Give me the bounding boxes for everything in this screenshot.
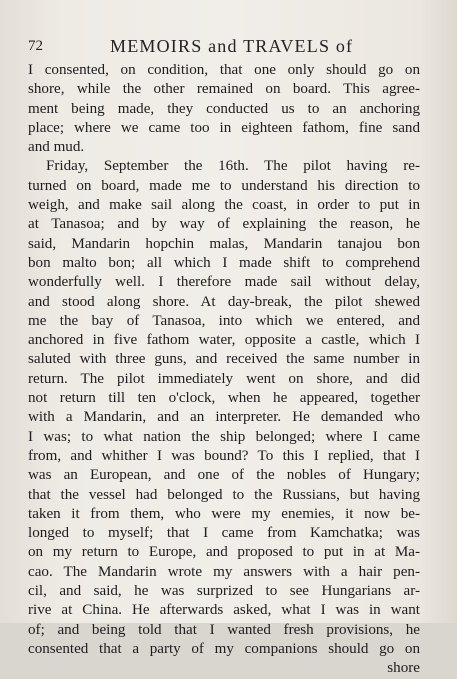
text-line: not return till ten o'clock, when he appeared, together [28, 390, 420, 407]
text-line: consented that a party of my companions should go on [28, 640, 420, 657]
running-head [28, 36, 428, 58]
text-line: I was; to what nation the ship belonged; where I came [28, 428, 420, 445]
text-line: rive at China. He afterwards asked, what I was in want [28, 602, 420, 619]
text-line: wonderfully well. I therefore made sail without delay, [28, 274, 420, 291]
catchword: shore [387, 660, 420, 677]
text-line: longed to myself; that I came from Kamchatka; was [28, 525, 420, 542]
text-line: at Tanasoa; and by way of explaining the reason, he [28, 216, 420, 233]
text-line: bon malto bon; all which I made shift to comprehend [28, 254, 420, 271]
text-line: I consented, on condition, that one only should go on [28, 62, 420, 78]
text-line: on my return to Europe, and proposed to put in at Ma- [28, 544, 420, 561]
text-line: that the vessel had belonged to the Russians, but having [28, 486, 420, 503]
text-line: shore, while the other remained on board. This agree- [28, 81, 420, 98]
text-line: taken it from them, who were my enemies, it now be- [28, 505, 420, 522]
page-number: 72 [28, 38, 43, 54]
text-line: weigh, and make sail along the coast, in order to put in [28, 197, 420, 214]
text-line: place; where we came too in eighteen fathom, fine sand [28, 119, 420, 136]
text-line: of; and being told that I wanted fresh provisions, he [28, 621, 420, 638]
text-line: saluted with three guns, and received the same number in [28, 351, 420, 368]
text-line: with a Mandarin, and an interpreter. He demanded who [28, 409, 420, 426]
text-line: said, Mandarin hopchin malas, Mandarin tanajou bon [28, 235, 420, 252]
running-title: MEMOIRS and TRAVELS of [110, 36, 354, 56]
text-line: cil, and said, he was surprized to see Hungarians ar- [28, 583, 420, 600]
text-line: and stood along shore. At day-break, the pilot shewed [28, 293, 420, 310]
body-text [28, 61, 420, 679]
text-line: me the bay of Tanasoa, into which we entered, and [28, 312, 420, 329]
text-line: was an European, and one of the nobles of Hungary; [28, 467, 420, 484]
text-line: cao. The Mandarin wrote my answers with a hair pen- [28, 563, 420, 580]
text-line: from, and whither I was bound? To this I replied, that I [28, 447, 420, 464]
text-line: and mud. [28, 139, 85, 156]
text-line: turned on board, made me to understand his direction to [28, 177, 420, 194]
text-line: ment being made, they conducted us to an anchoring [28, 100, 420, 117]
text-line: return. The pilot immediately went on shore, and did [28, 370, 420, 387]
text-line: anchored in five fathom water, opposite a castle, which I [28, 332, 420, 349]
paragraph-start-line: Friday, September the 16th. The pilot having re- [46, 158, 420, 175]
